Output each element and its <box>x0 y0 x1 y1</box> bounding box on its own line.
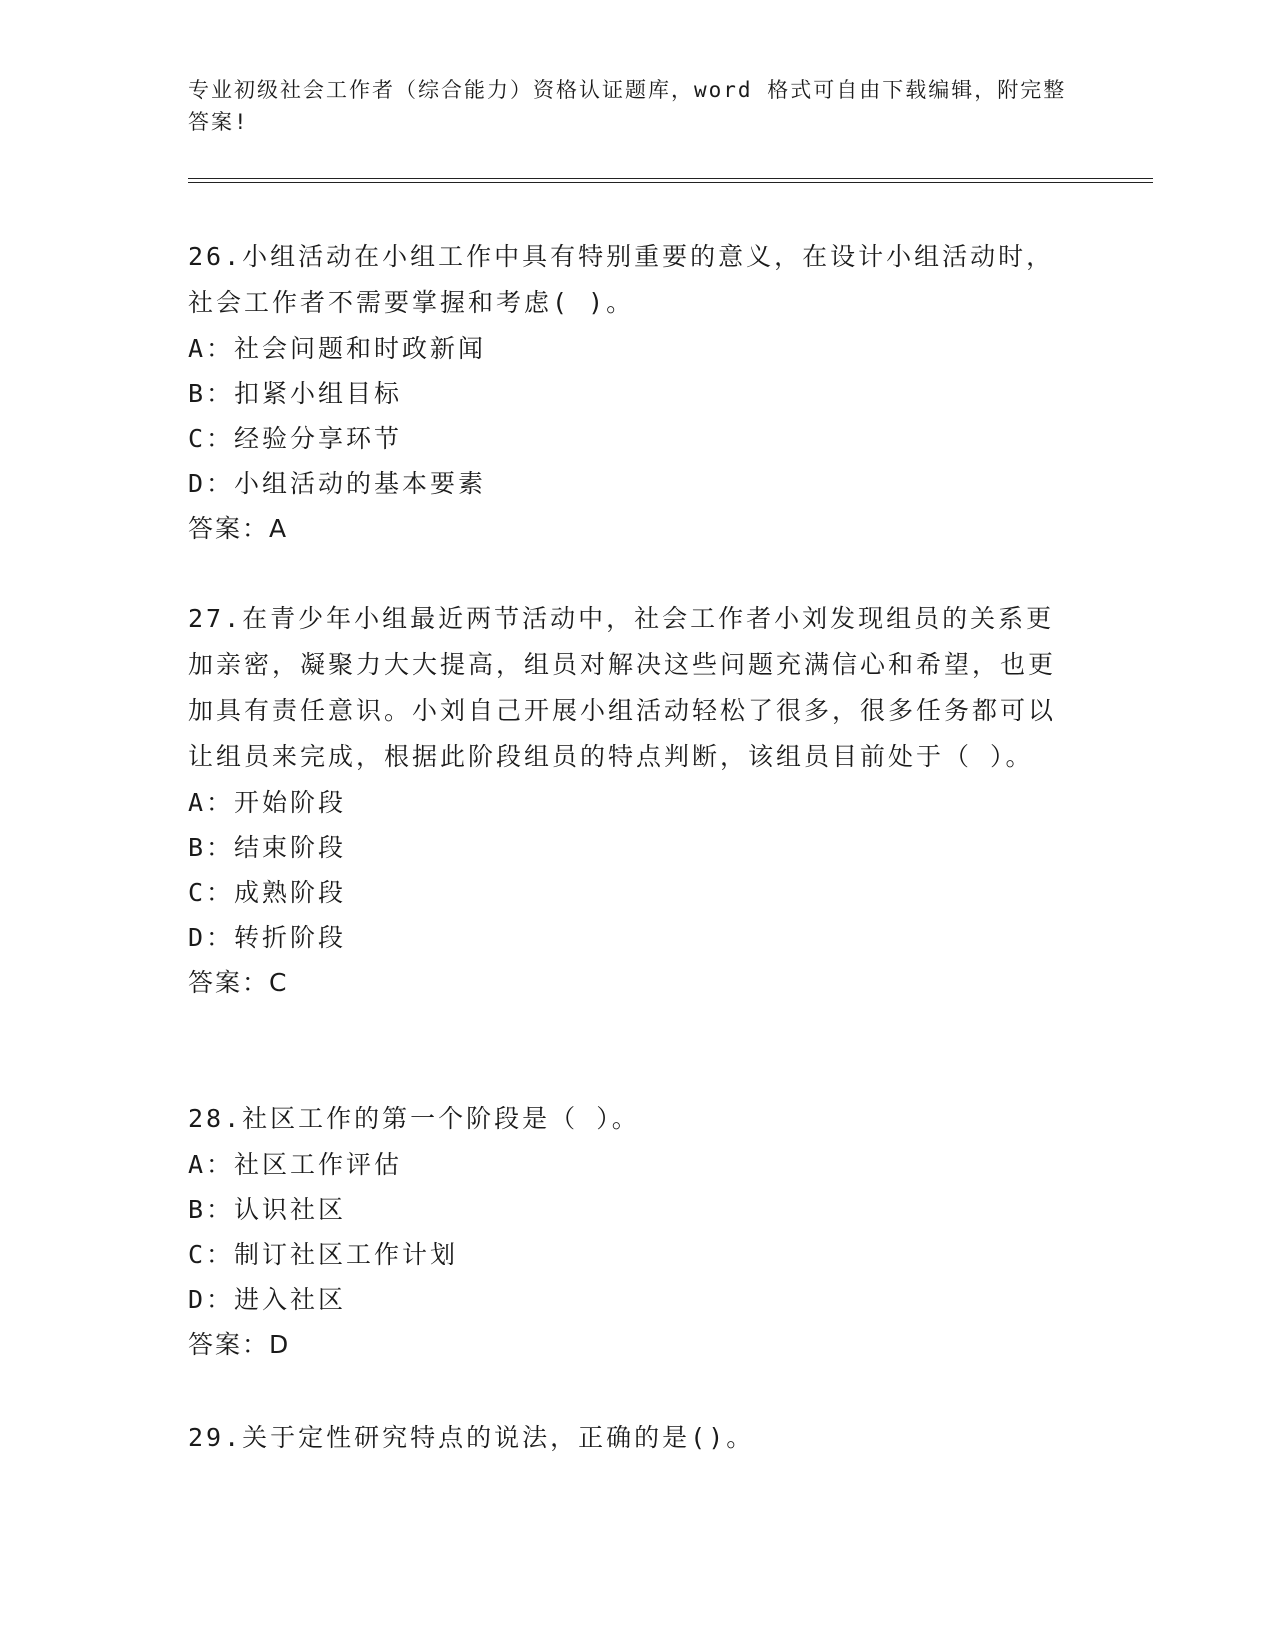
option-c: C：制订社区工作计划 <box>188 1240 459 1269</box>
option-d: D：小组活动的基本要素 <box>188 469 487 498</box>
header-divider <box>188 178 1153 183</box>
answer: 答案：C <box>188 968 289 997</box>
option-b: B：结束阶段 <box>188 833 347 862</box>
question-26 <box>188 234 1068 552</box>
question-stem: 28.社区工作的第一个阶段是（ ）。 <box>188 1104 640 1133</box>
document-header: 专业初级社会工作者（综合能力）资格认证题库，word 格式可自由下载编辑，附完整答案! <box>188 78 1067 134</box>
question-27 <box>188 596 1068 1006</box>
option-d: D：进入社区 <box>188 1285 347 1314</box>
option-b: B：认识社区 <box>188 1195 347 1224</box>
option-d: D：转折阶段 <box>188 923 347 952</box>
answer: 答案：D <box>188 1330 291 1359</box>
option-c: C：成熟阶段 <box>188 878 347 907</box>
question-stem: 29.关于定性研究特点的说法，正确的是()。 <box>188 1423 755 1452</box>
option-a: A：社会问题和时政新闻 <box>188 334 487 363</box>
option-b: B：扣紧小组目标 <box>188 379 403 408</box>
question-stem: 26.小组活动在小组工作中具有特别重要的意义，在设计小组活动时，社会工作者不需要掌握和考虑( )。 <box>188 242 1055 317</box>
question-stem: 27.在青少年小组最近两节活动中，社会工作者小刘发现组员的关系更加亲密，凝聚力大大提高，组员对解决这些问题充满信心和希望，也更加具有责任意识。小刘自己开展小组活动轻松了很多，很多任务都可以让组员来完成，根据此阶段组员的特点判断，该组员目前处于（ ）。 <box>188 604 1057 771</box>
option-a: A：社区工作评估 <box>188 1150 403 1179</box>
question-29 <box>188 1415 1068 1461</box>
question-28 <box>188 1096 1068 1368</box>
answer: 答案：A <box>188 514 289 543</box>
option-a: A：开始阶段 <box>188 788 347 817</box>
option-c: C：经验分享环节 <box>188 424 403 453</box>
